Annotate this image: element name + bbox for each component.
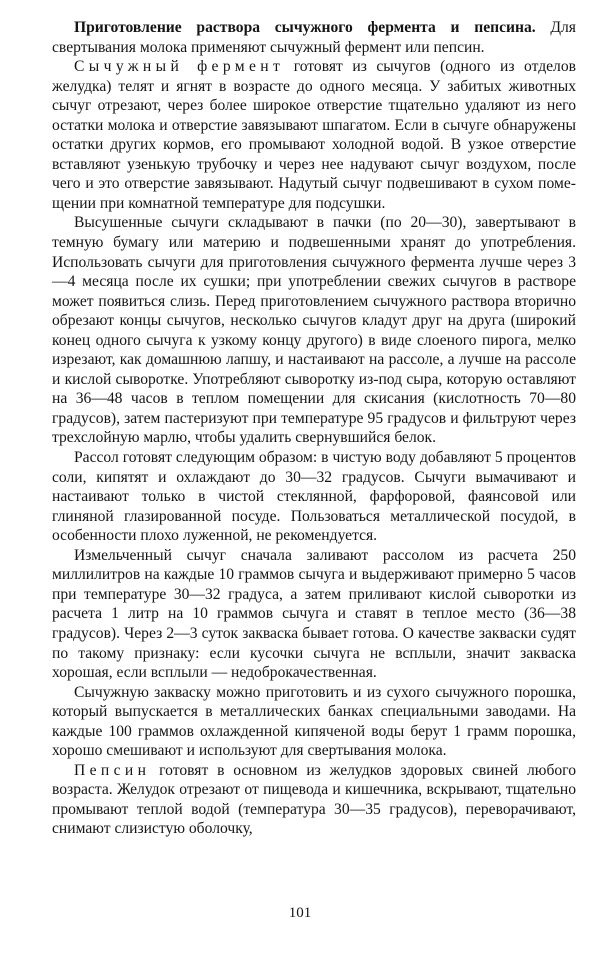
paragraph-powder: [52, 683, 576, 761]
section-heading: Приготовление раствора сычужного фермента и пепсина.: [74, 19, 536, 36]
paragraph-text: Рассол готовят следующим образом: в чистую воду добавляют 5 процентов соли, кипятят и охлаждают до 30—32 градусов. Сычуги вымачивают и настаивают только в чистой стеклянной, фарфоровой, фаянсовой или глиняной глазированной посуде. Пользоваться металлической посудой, в особенности плохо луженной, не рекомендуется.: [52, 449, 576, 545]
spaced-term: Сычужный фермент: [74, 58, 285, 76]
paragraph-text: Высушенные сычуги складывают в пачки (по 20—30), завертывают в темную бумагу или материю и подвешенными хранят до употребления. Использовать сычуги для приготовления сычужного фермента лучше через 3—4 месяца после их сушки; при употреблении свежих сычугов в растворе может появиться слизь. Перед приготовлением сычужного раствора вторично обрезают концы сычугов, несколько сычугов кладут друг на друга (широкий конец одного сычуга к узкому концу другого) в виде слоеного пирога, мелко изрезают, как домашнюю лапшу, и настаивают на рассоле, а лучше на рассоле и кислой сыворотке. Употребляют сыворотку из-под сыра, которую оставляют на 36—48 часов в теплом помещении для скисания (кислотность 70—80 градусов), затем пастеризуют при температуре 95 градусов и фильтруют через трехслойную марлю, чтобы удалить свернувшийся белок.: [52, 214, 576, 447]
book-page: [52, 18, 576, 918]
paragraph-text: Сычужную закваску можно приготовить и из сухого сычужного порошка, который выпускается в металлических банках специальными заводами. На каждые 100 граммов охлажденной кипяченой воды берут 1 грамм порошка, хорошо смешивают и используют для свертывания молока.: [52, 683, 576, 760]
paragraph-text: Для свертывания молока применяют сычужный фермент или пепсин.: [52, 19, 576, 56]
paragraph-text: Измельченный сычуг сначала заливают рассолом из расчета 250 миллилитров на каждые 10 граммов сычуга и выдерживают примерно 5 часов при температуре 30—32 градуса, а затем приливают кислой сыворотки из расчета 1 литр на 10 граммов сычуга и ставят в теплое место (36—38 градусов). Через 2—3 суток закваска бывает готова. О качестве закваски судят по такому признаку: если кусочки сычуга не всплыли, значит закваска хорошая, если всплыли — недоброкачественная.: [52, 546, 576, 682]
paragraph-ground-rennet: [52, 546, 576, 683]
page-number: 101: [288, 905, 312, 921]
paragraph-text: готовят из сычугов (одного из отделов желудка) телят и ягнят в возрасте до одного месяца. У забитых животных сычуг отрезают, через более широкое отверстие тщательно удаляют из него остатки молока и отверстие завязывают шпагатом. Если в сычуге обнаружены остатки других кормов, его промывают холодной водой. В узкое отверстие вставляют узенькую трубочку и через нее надувают сычуг воздухом, после чего и это отверстие завязывают. Надутый сычуг подвешивают в сухом помещении при комнатной температуре для подсушки.: [52, 58, 577, 212]
paragraph-dried-rennet: [52, 213, 576, 448]
paragraph-pepsin: [52, 761, 576, 839]
spaced-term: Пепсин: [74, 761, 151, 779]
paragraph-intro: [52, 18, 576, 57]
paragraph-brine: [52, 448, 576, 546]
paragraph-rennet: [52, 57, 576, 213]
paragraph-text: готовят в основном из желудков здоровых свиней любого возраста. Желудок отрезают от пищевода и кишечника, вскрывают, тщательно промывают теплой водой (температура 30—35 градусов), переворачивают, снимают слизистую оболочку,: [52, 761, 576, 838]
